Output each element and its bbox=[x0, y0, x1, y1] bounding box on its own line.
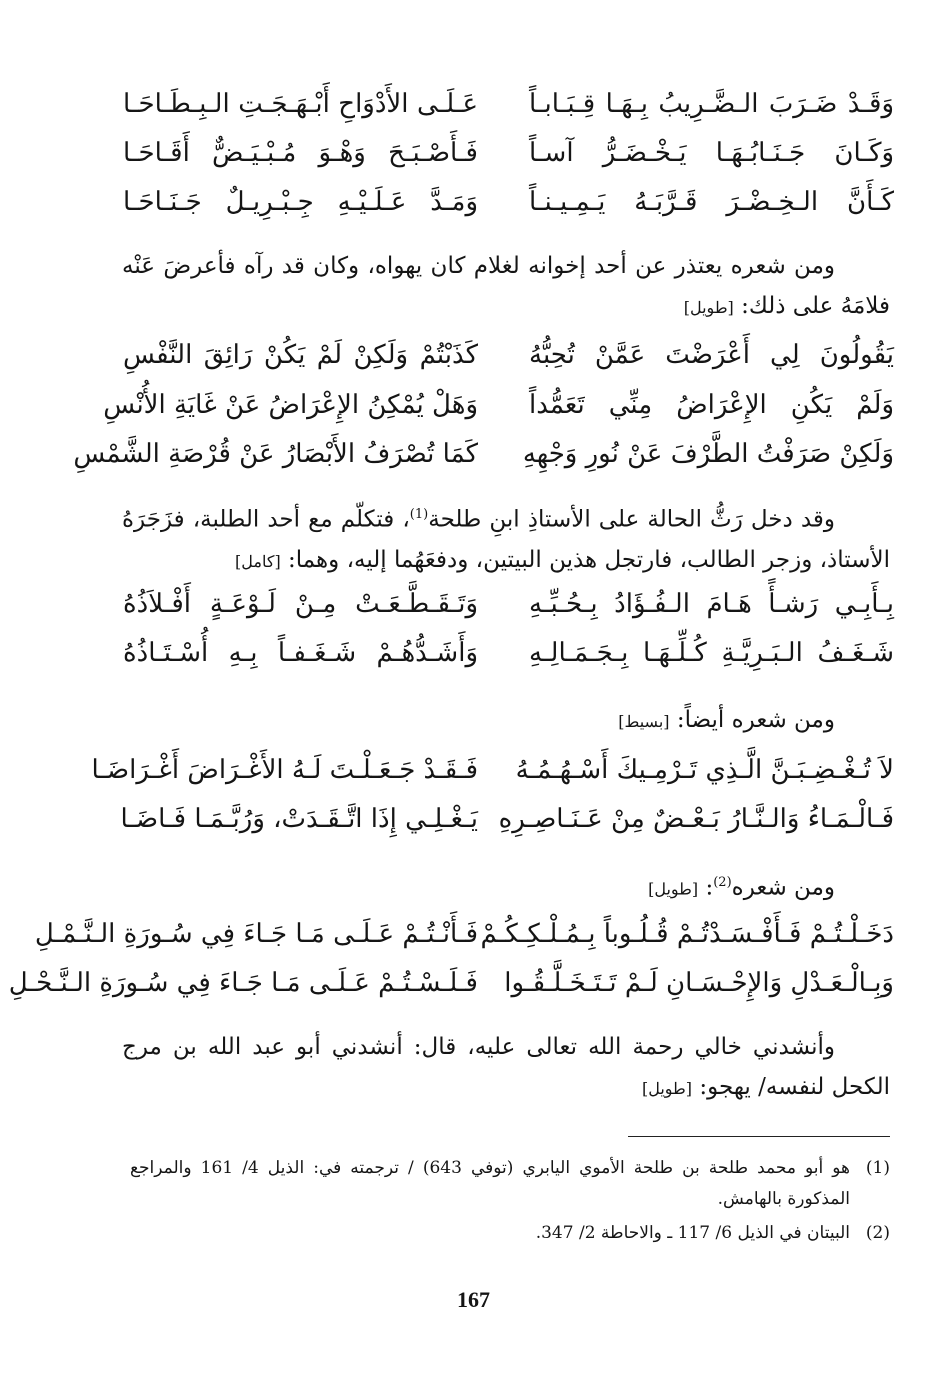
first-hemistich: وَلَكِنْ صَرَفْتُ الطَّرْفَ عَنْ نُورِ وَجْهِهِ bbox=[522, 439, 894, 469]
verse-line bbox=[0, 582, 947, 626]
verse-line bbox=[0, 631, 947, 675]
footnote bbox=[122, 1218, 890, 1249]
second-hemistich: فَـقَـدْ جَـعَـلْـتَ لَـهُ الأَغْـرَاضَ أَغْـرَاضَـا bbox=[91, 755, 478, 785]
first-hemistich: بِـأَبِـي رَشـأً هَـامَ الـفُـؤَادُ بِـحُـبِّـهِ bbox=[529, 589, 894, 619]
footnote-ref: (1) bbox=[409, 507, 429, 522]
paragraph-text: ومن شعره يعتذر عن أحد إخوانه لغلام كان يهواه، وكان قد رآه فأعرضَ عَنْه فلامَهُ على ذلك: bbox=[122, 253, 890, 319]
verse-line bbox=[0, 131, 947, 175]
paragraph-text: ومن شعره أيضاً: bbox=[676, 707, 835, 733]
second-hemistich: فَـأَنْـتُـمْ عَـلَـى مَـا جَـاءَ فِي سُـورَةِ الـنَّـمْـلِ bbox=[34, 919, 478, 949]
second-hemistich: كَمَا تُصْرَفُ الأَبْصَارُ عَنْ قُرْصَةِ الشَّمْسِ bbox=[73, 439, 478, 469]
first-hemistich: وَلَمْ يَكُنِ الإِعْرَاضُ مِنِّي تَعَمُّداً bbox=[529, 390, 894, 420]
first-hemistich: يَقُولُونَ لِي أَعْرَضْتَ عَمَّنْ تُحِبُّهُ bbox=[529, 340, 894, 370]
paragraph-text: ، فتكلّم مع أحد الطلبة، فزَجَرَهُ الأستاذ، وزجر الطالب، فارتجل هذين البيتين، ودفعَهُما إليه، وهما: bbox=[122, 506, 890, 573]
meter-label: [طويل] bbox=[683, 298, 734, 317]
footnote-text: هو أبو محمد طلحة بن طلحة الأموي اليابري (توفي 643) / ترجمته في: الذيل 4/ 161 والمراجع المذكورة بالهامش. bbox=[130, 1158, 850, 1209]
first-hemistich: كَـأَنَّ الـخِـضْـرَ قَـرَّبَـهُ يَـمِـيـنـاً bbox=[529, 187, 894, 217]
meter-label: [طويل] bbox=[641, 1079, 693, 1098]
prose-paragraph bbox=[122, 495, 890, 582]
second-hemistich: يَـغْـلِـي إِذَا اتَّـقَـدَتْ، وَرُبَّـمَـا فَـاضَـا bbox=[120, 804, 478, 834]
verse-line bbox=[0, 961, 947, 1005]
page-number: 167 bbox=[457, 1287, 490, 1312]
paragraph-text: ومن شعره bbox=[731, 874, 835, 901]
second-hemistich: وَأَشَـدُّهُـمْ شَـغَـفـاً بِـهِ أُسْـتَـاذُهُ bbox=[123, 638, 478, 668]
footnote-text: البيتان في الذيل 6/ 117 ـ والاحاطة 2/ 347. bbox=[535, 1223, 850, 1243]
first-hemistich: وَقَـدْ ضَـرَبَ الـضَّـرِيبُ بِـهَـا قِـبَـابـاً bbox=[529, 89, 894, 119]
first-hemistich: لاَ تُـغْـضِـبَـنَّ الَّـذِي تَـرْمِـيكَ أَسْـهُـمُـهُ bbox=[515, 755, 894, 785]
paragraph-text: وقد دخل رَثُّ الحالة على الأستاذِ ابنِ طلحة bbox=[428, 506, 835, 533]
verse-line bbox=[0, 383, 947, 427]
second-hemistich: فَـأَصْـبَـحَ وَهْـوَ مُـبْـيَـضٌّ أَقَـاحَـا bbox=[123, 138, 478, 168]
footnote bbox=[122, 1153, 890, 1215]
verse-line bbox=[0, 797, 947, 841]
second-hemistich: وَتَـقَـطَّـعَـتْ مِـنْ لَـوْعَـةٍ أَفْـلاَذُهُ bbox=[123, 589, 478, 619]
meter-label: [بسيط] bbox=[618, 712, 670, 731]
first-hemistich: دَخَـلْـتُـمْ فَـأَفْـسَـدْتُـمْ قُـلُـوباً بِـمُـلْـكِـكُـمْ bbox=[480, 919, 894, 949]
second-hemistich: عَـلَـى الأَدْوَاحِ أَبْـهَـجَـتِ الـبِـطَـاحَـا bbox=[123, 89, 478, 119]
first-hemistich: وَكَـانَ جَـنَـابُـهَـا يَـخْـضَـرُّ آسـاً bbox=[529, 138, 894, 168]
meter-label: [طويل] bbox=[648, 879, 699, 899]
prose-paragraph bbox=[122, 1027, 890, 1109]
verse-line bbox=[0, 180, 947, 224]
second-hemistich: كَذَبْتُمْ وَلَكِنْ لَمْ يَكُنْ رَائِقَ النَّفْسِ bbox=[123, 340, 478, 370]
prose-paragraph bbox=[122, 863, 890, 910]
second-hemistich: فَـلَـسْـتُـمْ عَـلَـى مَـا جَـاءَ فِي سُـورَةِ الـنَّـحْـلِ bbox=[8, 968, 478, 998]
prose-paragraph bbox=[122, 246, 890, 328]
footnote-number: (1) bbox=[865, 1158, 890, 1178]
paragraph-text: وأنشدني خالي رحمة الله تعالى عليه، قال: أنشدني أبو عبد الله بن مرج الكحل لنفسه/ يهجو: bbox=[122, 1034, 890, 1100]
first-hemistich: شَـغَـفُ الـبَـرِيَّـةِ كُـلِّـهَـا بِـجَـمَـالِـهِ bbox=[529, 638, 894, 668]
first-hemistich: وَبِـالْـعَـدْلِ وَالإِحْـسَـانِ لَـمْ تَـتَـخَـلَّـقُـوا bbox=[504, 968, 894, 998]
footnote-number: (2) bbox=[865, 1223, 890, 1243]
footnote-separator bbox=[628, 1136, 890, 1137]
prose-paragraph bbox=[122, 700, 890, 742]
first-hemistich: فَـالْـمَـاءُ وَالـنَّـارُ بَـعْـضٌ مِنْ عَـنَـاصِـرِهِ bbox=[498, 804, 894, 834]
verse-line bbox=[0, 912, 947, 956]
meter-label: [كامل] bbox=[235, 551, 281, 571]
footnote-ref: (2) bbox=[713, 875, 732, 890]
verse-line bbox=[0, 333, 947, 377]
verse-line bbox=[0, 82, 947, 126]
second-hemistich: وَمَـدَّ عَـلَـيْـهِ جِـبْـرِيـلٌ جَـنَـاحَـا bbox=[123, 187, 478, 217]
verse-line bbox=[0, 432, 947, 476]
verse-line bbox=[0, 748, 947, 792]
paragraph-text: : bbox=[705, 874, 714, 901]
second-hemistich: وَهَلْ يُمْكِنُ الإِعْرَاضُ عَنْ غَايَةِ الأُنْسِ bbox=[103, 390, 478, 420]
